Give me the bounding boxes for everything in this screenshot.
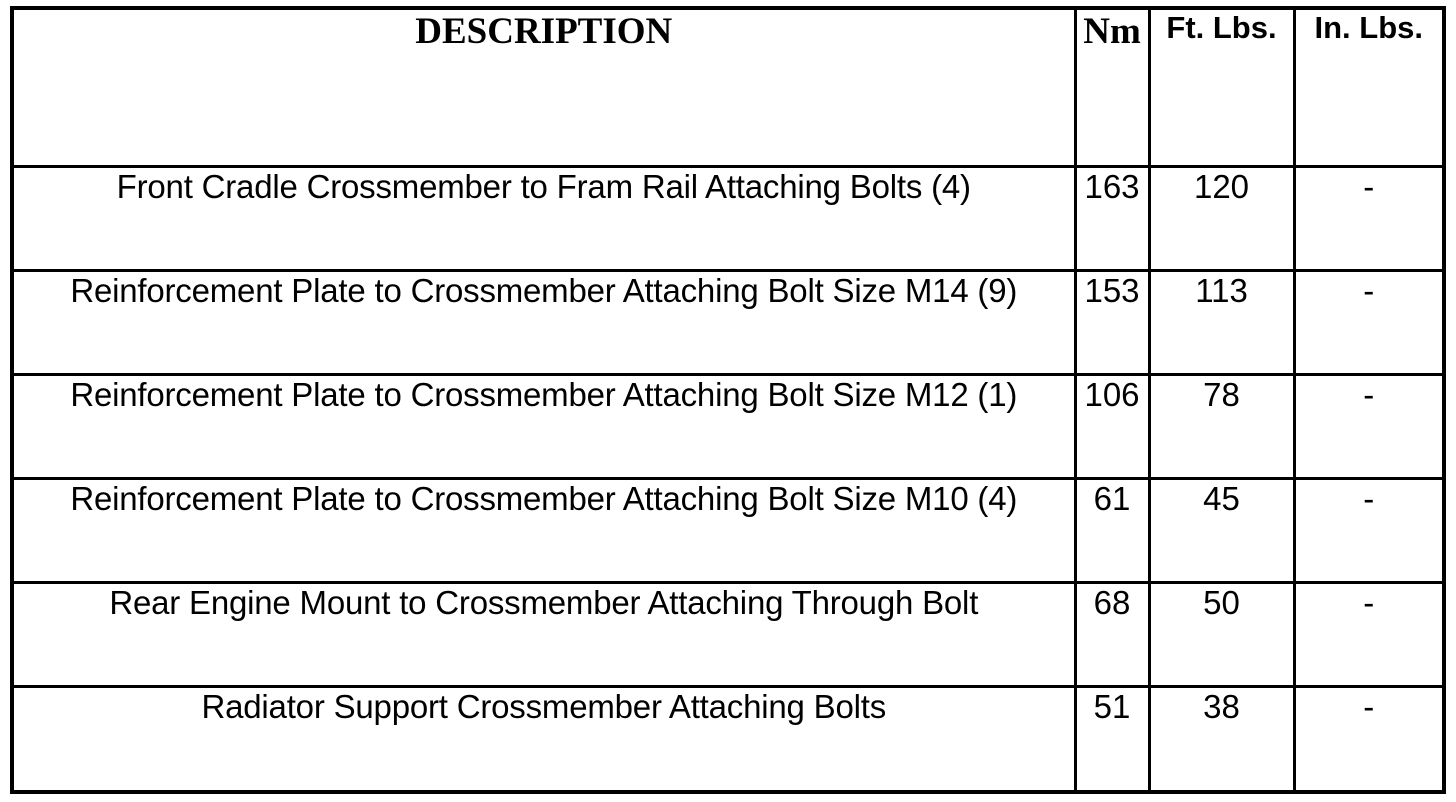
table-row: [12, 582, 1444, 686]
nm-cell: 163: [1075, 166, 1149, 270]
header-description: DESCRIPTION: [12, 8, 1075, 166]
ft-lbs-cell: 50: [1149, 582, 1294, 686]
nm-cell: 68: [1075, 582, 1149, 686]
header-row: [12, 8, 1444, 166]
description-cell: Reinforcement Plate to Crossmember Attaching Bolt Size M12 (1): [12, 374, 1075, 478]
in-lbs-cell: -: [1294, 686, 1444, 792]
ft-lbs-cell: 120: [1149, 166, 1294, 270]
table-row: [12, 270, 1444, 374]
description-cell: Rear Engine Mount to Crossmember Attaching Through Bolt: [12, 582, 1075, 686]
nm-cell: 51: [1075, 686, 1149, 792]
ft-lbs-cell: 45: [1149, 478, 1294, 582]
description-cell: Front Cradle Crossmember to Fram Rail Attaching Bolts (4): [12, 166, 1075, 270]
nm-cell: 153: [1075, 270, 1149, 374]
table-row: [12, 686, 1444, 792]
description-cell: Reinforcement Plate to Crossmember Attaching Bolt Size M14 (9): [12, 270, 1075, 374]
description-cell: Radiator Support Crossmember Attaching Bolts: [12, 686, 1075, 792]
ft-lbs-cell: 78: [1149, 374, 1294, 478]
header-in-lbs: In. Lbs.: [1294, 8, 1444, 166]
header-ft-lbs: Ft. Lbs.: [1149, 8, 1294, 166]
in-lbs-cell: -: [1294, 582, 1444, 686]
in-lbs-cell: -: [1294, 270, 1444, 374]
description-cell: Reinforcement Plate to Crossmember Attaching Bolt Size M10 (4): [12, 478, 1075, 582]
header-nm: Nm: [1075, 8, 1149, 166]
ft-lbs-cell: 38: [1149, 686, 1294, 792]
nm-cell: 61: [1075, 478, 1149, 582]
ft-lbs-cell: 113: [1149, 270, 1294, 374]
table-row: [12, 478, 1444, 582]
in-lbs-cell: -: [1294, 166, 1444, 270]
in-lbs-cell: -: [1294, 374, 1444, 478]
nm-cell: 106: [1075, 374, 1149, 478]
table-row: [12, 166, 1444, 270]
in-lbs-cell: -: [1294, 478, 1444, 582]
torque-spec-table: [10, 6, 1446, 794]
table-row: [12, 374, 1444, 478]
